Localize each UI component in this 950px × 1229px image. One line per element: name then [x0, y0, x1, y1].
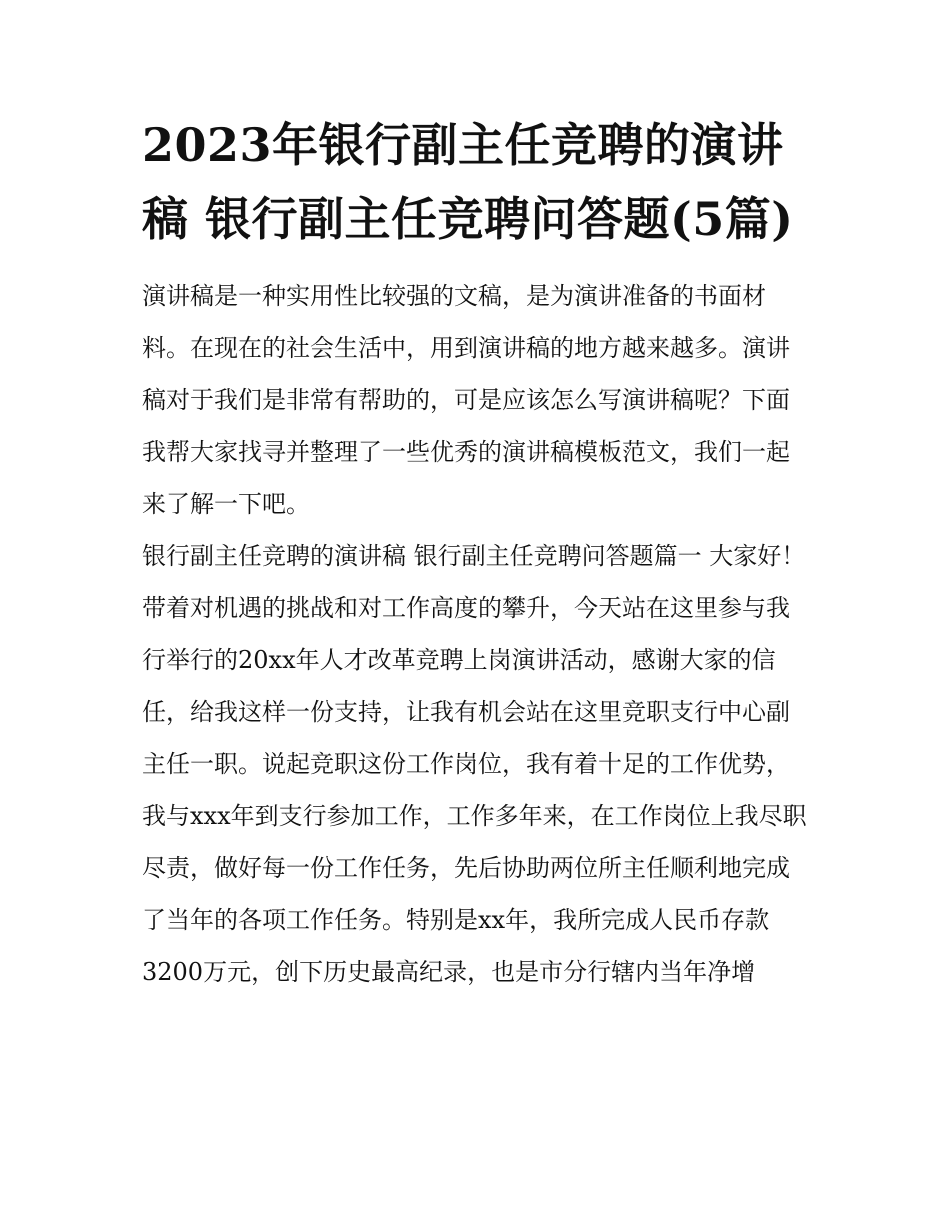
document-page [142, 108, 812, 998]
speech-paragraph: 带着对机遇的挑战和对工作高度的攀升，今天站在这里参与我行举行的20xx年人才改革竞聘上岗演讲活动，感谢大家的信任，给我这样一份支持，让我有机会站在这里竞职支行中心副主任一职。说起竞职这份工作岗位，我有着十足的工作优势，我与xxx年到支行参加工作，工作多年来，在工作岗位上我尽职尽责，做好每一份工作任务，先后协助两位所主任顺利地完成了当年的各项工作任务。特别是xx年，我所完成人民币存款3200万元，创下历史最高纪录，也是市分行辖内当年净增 [142, 594, 807, 986]
intro-paragraph: 演讲稿是一种实用性比较强的文稿，是为演讲准备的书面材料。在现在的社会生活中，用到演讲稿的地方越来越多。演讲稿对于我们是非常有帮助的，可是应该怎么写演讲稿呢？下面我帮大家找寻并整理了一些优秀的演讲稿模板范文，我们一起来了解一下吧。 [142, 282, 790, 518]
document-title: 2023年银行副主任竞聘的演讲稿 银行副主任竞聘问答题(5篇) [142, 118, 794, 246]
document-body [142, 270, 812, 998]
section-heading-paragraph: 银行副主任竞聘的演讲稿 银行副主任竞聘问答题篇一 大家好！ [142, 542, 806, 570]
